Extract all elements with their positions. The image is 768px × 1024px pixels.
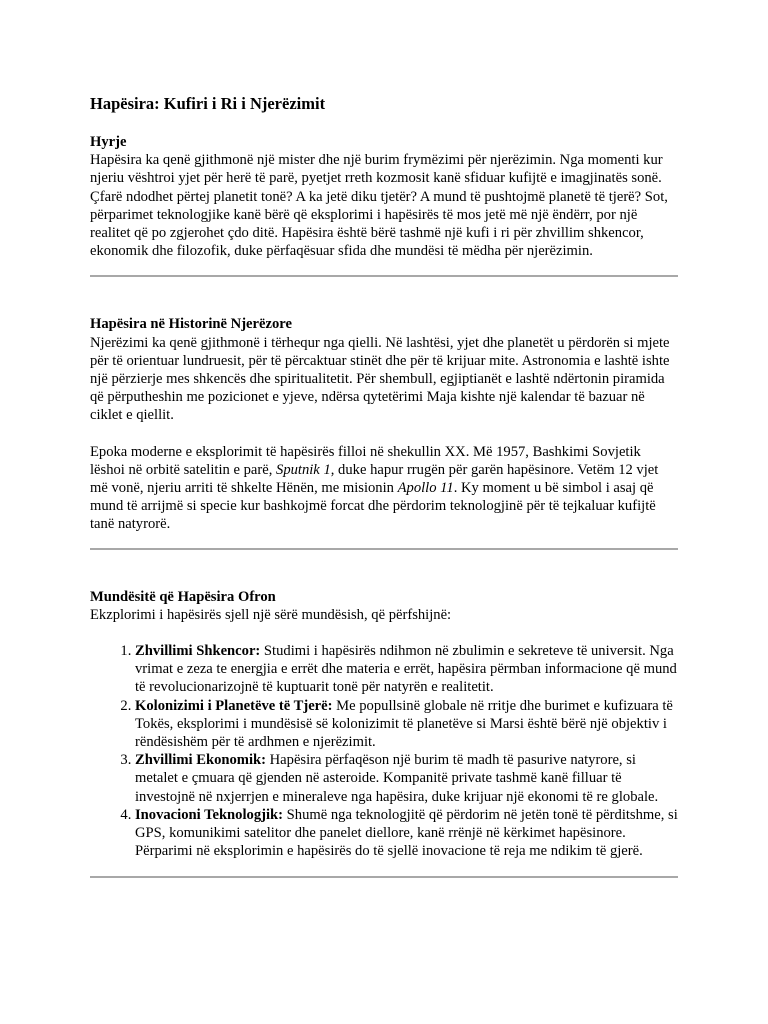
history-paragraph-1: Njerëzimi ka qenë gjithmonë i tërhequr nga qielli. Në lashtësi, yjet dhe planetët u përdorën si mjete për të orientuar lundruesit, për të përcaktuar stinët dhe për të krijuar mite. Astronomia e lashtë ishte një përzierje mes shkencës dhe spiritualitetit. Për shembull, egjiptianët e lashtë ndërtonin piramida që përputheshin me pozicionet e yjeve, ndërsa qytetërimi Maja kishte një kalendar të bazuar në ciklet e qiellit.	[90, 334, 670, 424]
list-item-label: Kolonizimi i Planetëve të Tjerë:	[135, 697, 333, 714]
opportunities-list	[90, 642, 678, 860]
intro-paragraph: Hapësira ka qenë gjithmonë një mister dhe një burim frymëzimi për njerëzimin. Nga momenti kur njeriu vështroi yjet për herë të parë, pyetjet rreth kozmosit kanë sfiduar kufijtë e imagjinatës sonë. Çfarë ndodhet përtej planetit tonë? A ka jetë diku tjetër? A mund të pushtojmë planetë të tjerë? Sot, përparimet teknologjike kanë bërë që eksplorimi i hapësirës të mos jetë më një ëndërr, por një realitet që po zgjerohet çdo ditë. Hapësira është bërë tashmë një kufi i ri për zhvillim shkencor, ekonomik dhe filozofik, duke përfaqësuar sfida dhe mundësi të mëdha për njerëzimin.	[90, 152, 668, 260]
sputnik-mention: Sputnik 1	[276, 461, 331, 478]
divider	[90, 876, 678, 878]
history-p2-text-a: Epoka moderne e eksplorimit të hapësirës filloi në shekullin XX. Më 1957, Bashkimi Sovjetik lëshoi në orbitë satelitin e parë,	[90, 443, 641, 478]
list-item	[135, 751, 678, 806]
list-item-text: Me popullsinë globale në rritje dhe burimet e kufizuara të Tokës, eksplorimi i mundësisë së kolonizimit të planetëve si Marsi është bërë një objektiv i rëndësishëm për të ardhmen e njerëzimit.	[135, 697, 673, 751]
list-item-text: Hapësira përfaqëson një burim të madh të pasurive natyrore, si metalet e çmuara që gjenden në asteroide. Kompanitë private tashmë kanë filluar të investojnë në nxjerrjen e mineraleve nga hapësira, duke krijuar një ekonomi të re globale.	[135, 752, 659, 805]
list-item	[135, 642, 678, 697]
list-item-text: Shumë nga teknologjitë që përdorim në jetën tonë të përditshme, si GPS, komunikimi satelitor dhe panelet diellore, kanë rrënjë në kërkimet hapësinore. Përparimi në eksplorimin e hapësirës do të sjellë inovacione të reja me ndikim të gjerë.	[135, 806, 678, 860]
apollo-mention: Apollo 11	[397, 480, 454, 497]
section-heading-history: Hapësira në Historinë Njerëzore	[90, 316, 292, 333]
list-item	[135, 697, 678, 752]
history-paragraph-2	[90, 443, 678, 534]
divider	[90, 275, 678, 277]
section-intro	[90, 133, 678, 260]
section-heading-intro: Hyrje	[90, 134, 127, 150]
list-item-label: Zhvillimi Shkencor:	[135, 643, 261, 660]
opportunities-intro: Ekzplorimi i hapësirës sjell një sërë mundësish, që përfshijnë:	[90, 606, 452, 623]
history-p2-text-b: , duke hapur rrugën për garën hapësinore. Vetëm 12 vjet më vonë, njeriu arriti të shkelte Hënën, me misionin	[90, 461, 659, 497]
section-heading-opportunities: Mundësitë që Hapësira Ofron	[90, 588, 276, 605]
section-history	[90, 315, 678, 533]
history-p2-text-c: . Ky moment u bë simbol i asaj që mund të arrijmë si specie kur bashkojmë forcat dhe përdorim teknologjinë për të tejkaluar kufijtë tanë natyrorë.	[90, 480, 656, 533]
list-item	[135, 806, 678, 861]
divider	[90, 548, 678, 550]
list-item-label: Inovacioni Teknologjik:	[135, 806, 284, 823]
list-item-label: Zhvillimi Ekonomik:	[135, 752, 266, 769]
document-title: Hapësira: Kufiri i Ri i Njerëzimit	[90, 94, 326, 113]
section-opportunities	[90, 588, 678, 861]
list-item-text: Studimi i hapësirës ndihmon në zbulimin e sekreteve të universit. Nga vrimat e zeza te energjia e errët dhe materia e errët, hapësira përmban informacione që mund të revolucionarizojnë të kuptuarit tonë për natyrën e realitetit.	[135, 643, 677, 696]
